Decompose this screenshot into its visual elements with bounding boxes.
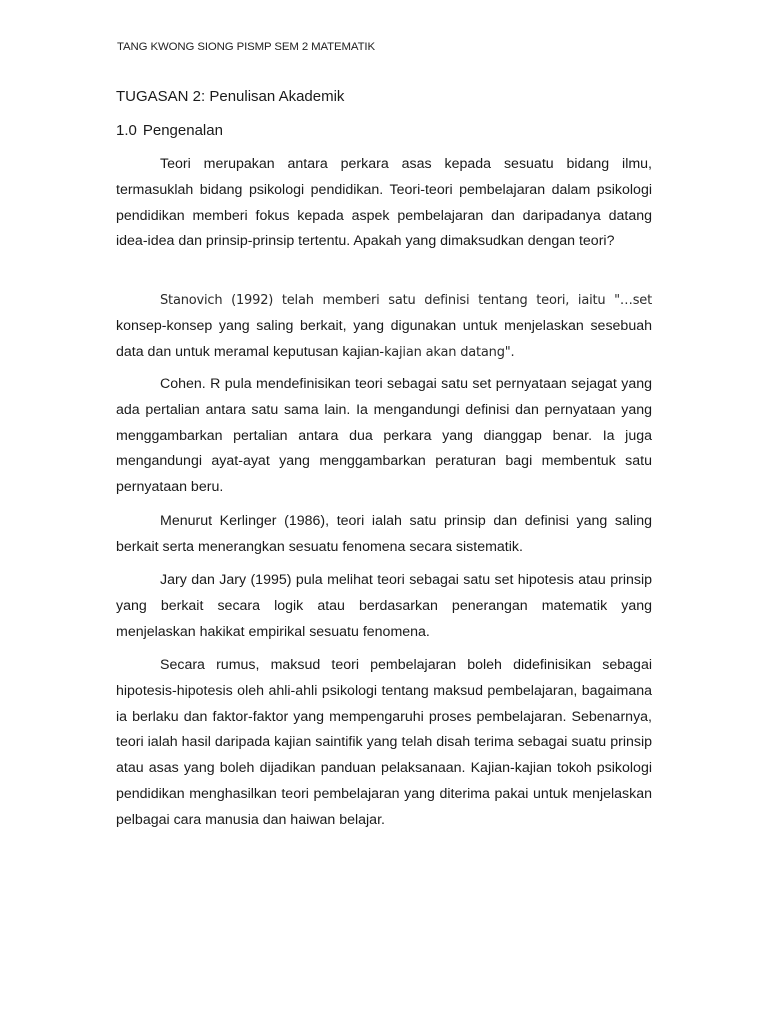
section-title: Pengenalan xyxy=(142,122,223,139)
paragraph-jary: Jary dan Jary (1995) pula melihat teori sebagai satu set hipotesis atau prinsip yang berkait secara logik atau berdasarkan penerangan matematik yang menjelaskan hakikat empirikal sesuatu fenomena. xyxy=(116,572,652,640)
paragraph-kerlinger: Menurut Kerlinger (1986), teori ialah satu prinsip dan definisi yang saling berkait serta menerangkan sesuatu fenomena secara sistematik. xyxy=(116,513,652,555)
stanovich-citation: Stanovich (1992) telah memberi satu definisi tentang teori, iaitu "…set xyxy=(160,293,652,308)
paragraph-intro: Teori merupakan antara perkara asas kepada sesuatu bidang ilmu, termasuklah bidang psikologi pendidikan. Teori-teori pembelajaran dalam psikologi pendidikan memberi fokus kepada aspek pembelajaran dan daripadanya datang idea-idea dan prinsip-prinsip tertentu. Apakah yang dimaksudkan dengan teori? xyxy=(116,156,652,250)
paragraph-cohen: Cohen. R pula mendefinisikan teori sebagai satu set pernyataan sejagat yang ada pertalian antara satu sama lain. Ia mengandungi definisi dan pernyataan yang menggambarkan pertalian antara dua perkara yang dianggap benar. Ia juga mengandungi ayat-ayat yang menggambarkan peraturan bagi membentuk satu pernyataan beru. xyxy=(116,376,652,496)
assignment-title: TUGASAN 2: Penulisan Akademik xyxy=(116,88,345,105)
section-number: 1.0 xyxy=(116,122,137,139)
paragraph-stanovich xyxy=(116,288,652,365)
stanovich-quote-end: kajian akan datang". xyxy=(384,344,515,360)
section-heading xyxy=(116,122,223,139)
paragraph-summary: Secara rumus, maksud teori pembelajaran boleh didefinisikan sebagai hipotesis-hipotesis oleh ahli-ahli psikologi tentang maksud pembelajaran, bagaimana ia berlaku dan faktor-faktor yang mempengaruhi proses pembelajaran. Sebenarnya, teori ialah hasil daripada kajian saintifik yang telah disah terima sebagai suatu prinsip atau asas yang boleh dijadikan panduan pelaksanaan. Kajian-kajian tokoh psikologi pendidikan menghasilkan teori pembelajaran yang diterima pakai untuk menjelaskan pelbagai cara manusia dan haiwan belajar. xyxy=(116,657,652,828)
page-header: TANG KWONG SIONG PISMP SEM 2 MATEMATIK xyxy=(117,41,375,53)
stanovich-definition: konsep-konsep yang saling berkait, yang digunakan untuk menjelaskan sesebuah data dan untuk meramal keputusan kajian- xyxy=(116,317,652,360)
